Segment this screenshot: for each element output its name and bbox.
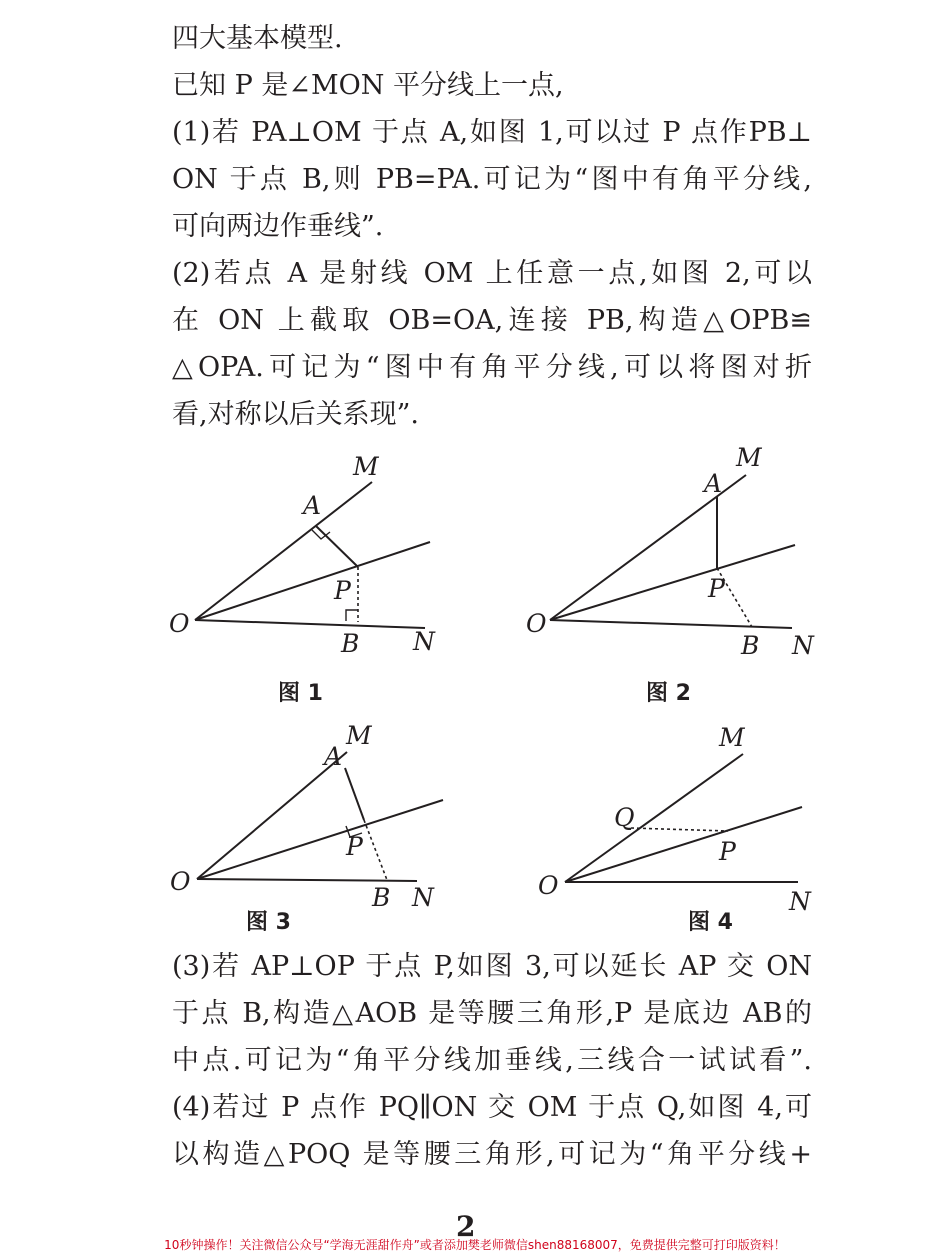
label-a: A	[303, 491, 322, 520]
label-m: M	[719, 723, 745, 752]
figure-4-caption: 图 4	[688, 910, 733, 935]
section-3-line: 于点 B,构造△AOB 是等腰三角形,P 是底边 AB的	[172, 998, 812, 1029]
ray-om	[197, 752, 347, 879]
bisector-op	[550, 545, 795, 620]
label-b: B	[372, 883, 391, 912]
label-n: N	[789, 887, 811, 916]
bisector-op	[195, 542, 430, 620]
figure-1-caption: 图 1	[278, 681, 323, 706]
label-n: N	[412, 883, 434, 912]
ray-on	[195, 620, 425, 628]
figure-4	[530, 720, 820, 920]
section-1-line: (1)若 PA⊥OM 于点 A,如图 1,可以过 P 点作PB⊥	[172, 117, 812, 148]
section-1-line: ON 于点 B,则 PB=PA.可记为“图中有角平分线,	[172, 164, 812, 195]
section-2-line: 在 ON 上截取 OB=OA,连接 PB,构造△OPB≌	[172, 305, 812, 336]
segment-qp	[631, 828, 728, 831]
label-m: M	[736, 443, 762, 472]
label-o: O	[170, 867, 191, 896]
ray-on	[550, 620, 792, 628]
figure-2	[520, 440, 820, 670]
label-p: P	[719, 837, 736, 866]
intro-premise: 已知 P 是∠MON 平分线上一点,	[172, 70, 564, 101]
section-4	[172, 1084, 812, 1178]
figure-3	[165, 720, 455, 920]
bisector-op	[197, 800, 443, 879]
section-1	[172, 109, 812, 250]
label-o: O	[169, 609, 190, 638]
segment-pb	[364, 820, 387, 880]
label-p: P	[346, 832, 363, 861]
section-3-line: 中点.可记为“角平分线加垂线,三线合一试试看”.	[172, 1045, 812, 1076]
intro-title: 四大基本模型.	[172, 23, 343, 54]
ray-om	[565, 754, 743, 882]
section-2-line: △OPA.可记为“图中有角平分线,可以将图对折	[172, 352, 812, 383]
section-2-line: (2)若点 A 是射线 OM 上任意一点,如图 2,可以	[172, 258, 812, 289]
footer-promo: 10秒钟操作！关注微信公众号“学海无涯甜作舟”或者添加樊老师微信shen88168007，免费提供完整可打印版资料！	[164, 1238, 786, 1252]
label-a: A	[324, 742, 343, 771]
figure-3-caption: 图 3	[246, 910, 291, 935]
label-n: N	[792, 631, 814, 660]
label-m: M	[346, 721, 372, 750]
label-b: B	[741, 631, 760, 660]
figure-2-caption: 图 2	[646, 681, 691, 706]
segment-ap	[345, 768, 364, 820]
page-number: 2	[456, 1210, 476, 1243]
section-1-line: 可向两边作垂线”.	[172, 211, 384, 242]
label-p: P	[334, 576, 351, 605]
label-a: A	[704, 469, 723, 498]
section-4-line: 以构造△POQ 是等腰三角形,可记为“角平分线+	[172, 1139, 812, 1170]
section-3	[172, 943, 812, 1084]
right-angle-mark-b	[346, 610, 358, 621]
label-b: B	[341, 629, 360, 658]
label-o: O	[538, 871, 559, 900]
segment-pa	[316, 526, 358, 567]
ray-on	[197, 879, 417, 881]
section-4-line: (4)若过 P 点作 PQ∥ON 交 OM 于点 Q,如图 4,可	[172, 1092, 812, 1123]
label-n: N	[413, 627, 435, 656]
label-m: M	[353, 452, 379, 481]
section-2-line: 看,对称以后关系现”.	[172, 399, 419, 430]
bisector-op	[565, 807, 802, 882]
section-3-line: (3)若 AP⊥OP 于点 P,如图 3,可以延长 AP 交 ON	[172, 951, 812, 982]
label-q: Q	[614, 803, 635, 832]
label-p: P	[708, 574, 725, 603]
intro-block	[172, 15, 812, 109]
figure-1	[160, 450, 450, 660]
label-o: O	[526, 609, 547, 638]
section-2	[172, 250, 812, 438]
